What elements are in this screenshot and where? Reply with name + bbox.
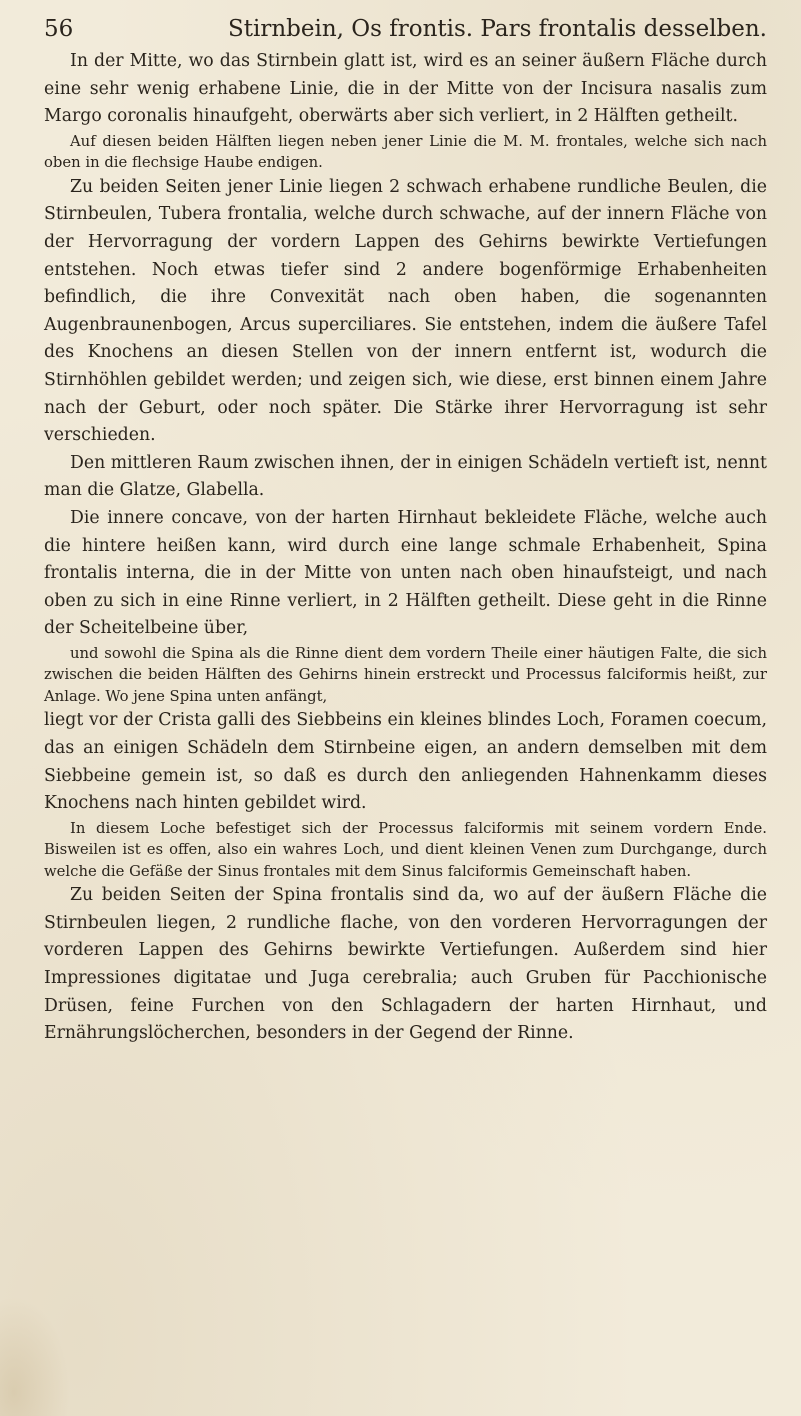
paper-stain <box>0 1296 70 1416</box>
paragraph: liegt vor der Crista galli des Siebbeins ein kleines blindes Loch, Foramen coecum, das an einigen Schädeln dem Stirnbeine eigen, an andern demselben mit dem Siebbeine gemein ist, so daß es durch den anliegenden Hahnenkamm dieses Knochens nach hinten gebildet wird. <box>44 710 767 814</box>
paragraph: Die innere concave, von der harten Hirnhaut bekleidete Fläche, welche auch die hintere heißen kann, wird durch eine lange schmale Erhabenheit, Spina frontalis interna, die in der Mitte von unten nach oben hinaufsteigt, und nach oben zu sich in eine Rinne verliert, in 2 Hälften getheilt. Diese geht in die Rinne der Scheitelbeine über, <box>44 507 767 639</box>
paragraph: Zu beiden Seiten jener Linie liegen 2 schwach erhabene rundliche Beulen, die Stirnbeulen, Tubera frontalia, welche durch schwache, auf der innern Fläche von der Hervorragung der vordern Lappen des Gehirns bewirkte Vertiefungen entstehen. Noch etwas tiefer sind 2 andere bogenförmige Erhabenheiten befindlich, die ihre Convexität nach oben haben, die sogenannten Augenbraunenbogen, Arcus superciliares. Sie entstehen, indem die äußere Tafel des Knochens an diesen Stellen von der innern entfernt ist, wodurch die Stirnhöhlen gebildet werden; und zeigen sich, wie diese, erst binnen einem Jahre nach der Geburt, oder noch später. Die Stärke ihrer Hervorragung ist sehr verschieden. <box>44 176 767 446</box>
paragraph: In der Mitte, wo das Stirnbein glatt ist, wird es an seiner äußern Fläche durch eine sehr wenig erhabene Linie, die in der Mitte von der Incisura nasalis zum Margo coronalis hinaufgeht, oberwärts aber sich verliert, in 2 Hälften getheilt. <box>44 51 767 127</box>
running-title: Stirnbein, Os frontis. Pars frontalis desselben. <box>227 16 767 42</box>
paragraph: Zu beiden Seiten der Spina frontalis sind da, wo auf der äußern Fläche die Stirnbeulen liegen, 2 rundliche flache, von den vorderen Hervorragungen der vorderen Lappen des Gehirns bewirkte Vertiefungen. Außerdem sind hier Impressiones digitatae und Juga cerebralia; auch Gruben für Pacchionische Drüsen, feine Furchen von den Schlagadern der harten Hirnhaut, und Ernährungslöcherchen, besonders in der Gegend der Rinne. <box>44 885 767 1044</box>
page-number: 56 <box>44 16 74 42</box>
note-paragraph: Auf diesen beiden Hälften liegen neben jener Linie die M. M. frontales, welche sich nach oben in die flechsige Haube endigen. <box>44 132 767 172</box>
note-paragraph: und sowohl die Spina als die Rinne dient dem vordern Theile einer häutigen Falte, die sich zwischen die beiden Hälften des Gehirns hinein erstreckt und Processus falciformis heißt, zur Anlage. Wo jene Spina unten anfängt, <box>44 644 767 705</box>
paragraph: Den mittleren Raum zwischen ihnen, der in einigen Schädeln vertieft ist, nennt man die Glatze, Glabella. <box>44 452 767 501</box>
running-head <box>44 14 767 44</box>
note-paragraph: In diesem Loche befestiget sich der Processus falciformis mit seinem vordern Ende. Bisweilen ist es offen, also ein wahres Loch, und dient kleinen Venen zum Durchgange, durch welche die Gefäße der Sinus frontales mit dem Sinus falciformis Gemeinschaft haben. <box>44 819 767 880</box>
